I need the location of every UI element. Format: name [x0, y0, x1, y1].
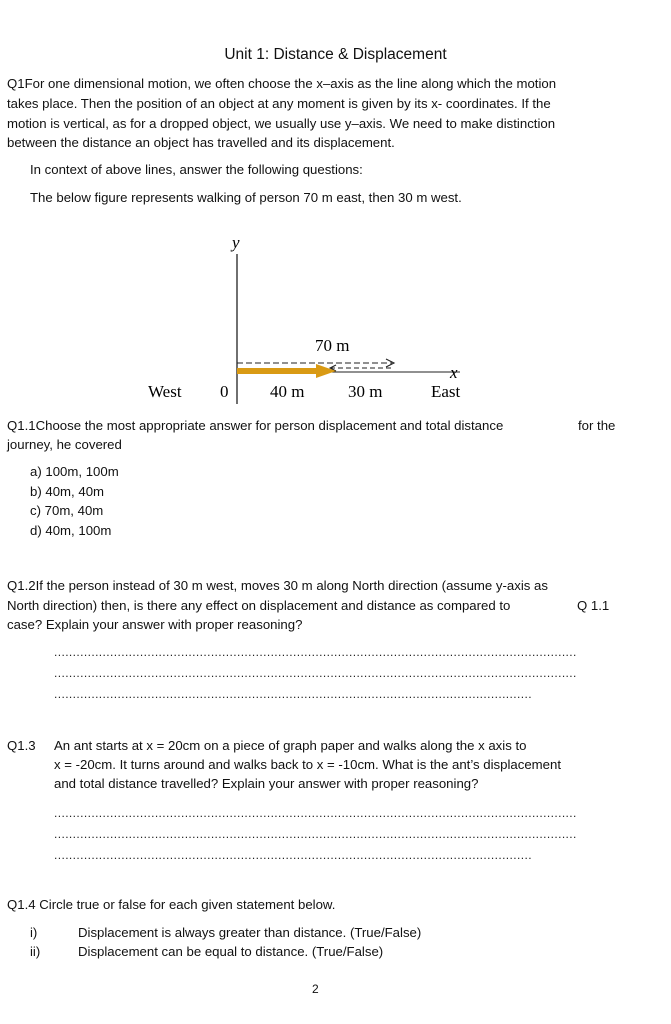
- y-axis-label: y: [232, 233, 240, 252]
- q13-answer-line-1[interactable]: ............................................................................................................................................: [54, 806, 577, 820]
- q13-answer-line-2[interactable]: ............................................................................................................................................: [54, 827, 577, 841]
- q11-option-b[interactable]: b) 40m, 40m: [30, 484, 105, 499]
- page-number: 2: [312, 982, 319, 996]
- q11-line-1: Q1.1Choose the most appropriate answer for person displacement and total distance: [7, 418, 504, 433]
- q12-line-3: case? Explain your answer with proper reasoning?: [7, 617, 303, 632]
- q12-line-2: North direction) then, is there any effect on displacement and distance as compared to: [7, 598, 511, 613]
- label-west: West: [148, 382, 182, 401]
- label-origin: 0: [220, 382, 229, 401]
- figure-caption: The below figure represents walking of person 70 m east, then 30 m west.: [30, 190, 462, 205]
- page-title: Unit 1: Distance & Displacement: [224, 46, 447, 63]
- q12-answer-line-2[interactable]: ............................................................................................................................................: [54, 666, 577, 680]
- q11-line-1-tail: for the: [578, 418, 616, 433]
- x-axis-label: x: [450, 363, 458, 382]
- q12-answer-line-3[interactable]: ................................................................................................................................: [54, 687, 532, 701]
- q1-intro-line-2: takes place. Then the position of an object at any moment is given by its x- coordinates. If the: [7, 96, 551, 111]
- q12-line-2-ref: Q 1.1: [577, 598, 610, 613]
- q1-intro-line-1: Q1For one dimensional motion, we often choose the x–axis as the line along which the motion: [7, 76, 557, 91]
- q14-heading: Q1.4 Circle true or false for each given statement below.: [7, 897, 336, 912]
- q12-line-1: Q1.2If the person instead of 30 m west, moves 30 m along North direction (assume y-axis as: [7, 578, 548, 593]
- q13-number: Q1.3: [7, 738, 36, 753]
- displacement-arrow-shaft: [237, 368, 317, 374]
- q12-answer-line-1[interactable]: ............................................................................................................................................: [54, 645, 577, 659]
- label-40m: 40 m: [270, 382, 305, 401]
- label-30m: 30 m: [348, 382, 383, 401]
- q11-line-2: journey, he covered: [7, 437, 122, 452]
- q14-item-2-num: ii): [30, 944, 41, 959]
- q13-answer-line-3[interactable]: ................................................................................................................................: [54, 848, 532, 862]
- q13-line-1: An ant starts at x = 20cm on a piece of graph paper and walks along the x axis to: [54, 738, 527, 753]
- label-70m: 70 m: [315, 336, 350, 355]
- q14-item-2-text[interactable]: Displacement can be equal to distance. (True/False): [78, 944, 384, 959]
- q11-option-a[interactable]: a) 100m, 100m: [30, 464, 119, 479]
- label-east: East: [431, 382, 461, 401]
- q1-intro-line-4: between the distance an object has travelled and its displacement.: [7, 135, 395, 150]
- displacement-figure: [130, 232, 480, 407]
- q11-option-c[interactable]: c) 70m, 40m: [30, 503, 104, 518]
- q13-line-3: and total distance travelled? Explain your answer with proper reasoning?: [54, 776, 479, 791]
- q1-context: In context of above lines, answer the following questions:: [30, 162, 363, 177]
- q11-option-d[interactable]: d) 40m, 100m: [30, 523, 112, 538]
- q1-intro-line-3: motion is vertical, as for a dropped object, we usually use y–axis. We need to make distinction: [7, 116, 556, 131]
- q14-item-1-text[interactable]: Displacement is always greater than distance. (True/False): [78, 925, 422, 940]
- q14-item-1-num: i): [30, 925, 38, 940]
- q13-line-2: x = -20cm. It turns around and walks back to x = -10cm. What is the ant’s displacement: [54, 757, 561, 772]
